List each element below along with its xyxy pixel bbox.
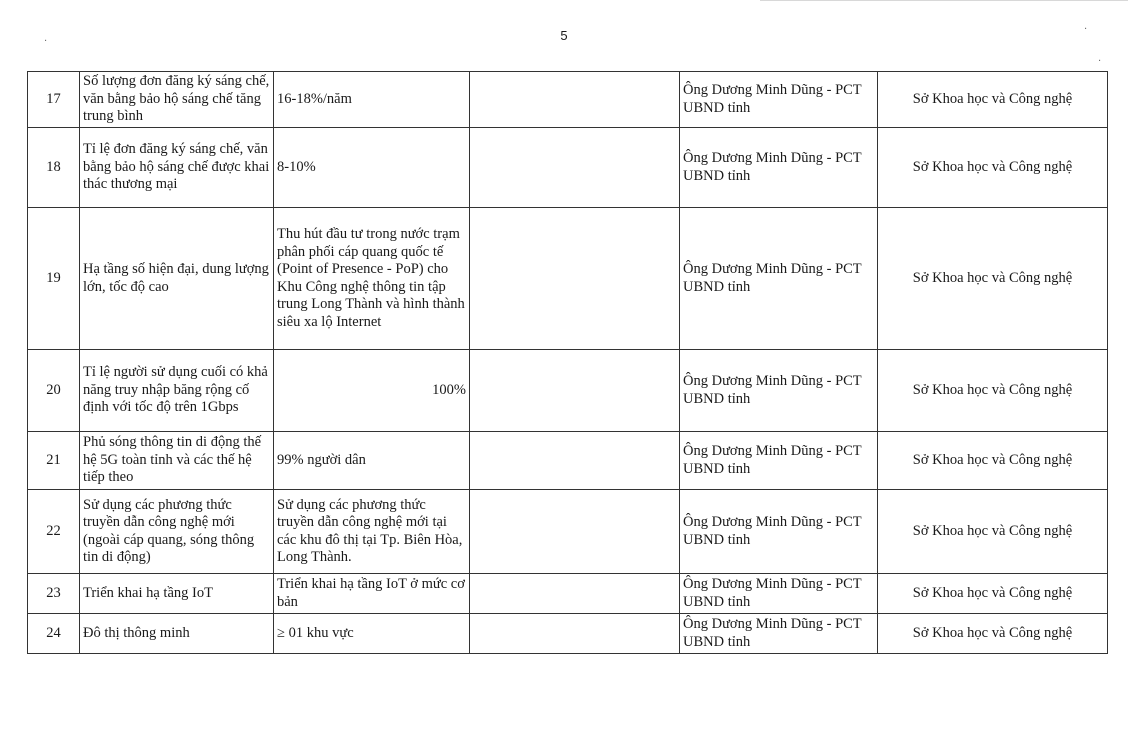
owner-cell: Ông Dương Minh Dũng - PCT UBND tỉnh: [680, 614, 878, 654]
unit-cell: Sở Khoa học và Công nghệ: [878, 350, 1108, 432]
indicator-cell: Hạ tầng số hiện đại, dung lượng lớn, tốc độ cao: [80, 208, 274, 350]
table-row: [28, 490, 1108, 574]
indicator-cell: Số lượng đơn đăng ký sáng chế, văn bằng bảo hộ sáng chế tăng trung bình: [80, 72, 274, 128]
table-row: [28, 614, 1108, 654]
indicator-cell: Triển khai hạ tầng IoT: [80, 574, 274, 614]
target-cell: 100%: [274, 350, 470, 432]
row-number: 24: [28, 614, 80, 654]
scan-speck: ·: [1098, 56, 1102, 67]
top-edge-rule: [760, 0, 1128, 1]
target-cell: Sử dụng các phương thức truyền dẫn công nghệ mới tại các khu đô thị tại Tp. Biên Hòa, Long Thành.: [274, 490, 470, 574]
owner-cell: Ông Dương Minh Dũng - PCT UBND tỉnh: [680, 490, 878, 574]
row-number: 18: [28, 128, 80, 208]
scan-speck: ·: [44, 36, 48, 47]
table-row: [28, 350, 1108, 432]
unit-cell: Sở Khoa học và Công nghệ: [878, 614, 1108, 654]
indicator-cell: Sử dụng các phương thức truyền dẫn công nghệ mới (ngoài cáp quang, sóng thông tin di động): [80, 490, 274, 574]
note-cell: [470, 128, 680, 208]
table-row: [28, 128, 1108, 208]
row-number: 23: [28, 574, 80, 614]
row-number: 21: [28, 432, 80, 490]
row-number: 22: [28, 490, 80, 574]
unit-cell: Sở Khoa học và Công nghệ: [878, 574, 1108, 614]
owner-cell: Ông Dương Minh Dũng - PCT UBND tỉnh: [680, 574, 878, 614]
target-cell: 99% người dân: [274, 432, 470, 490]
table-row: [28, 208, 1108, 350]
indicators-table: [27, 71, 1108, 654]
note-cell: [470, 574, 680, 614]
target-cell: 8-10%: [274, 128, 470, 208]
note-cell: [470, 72, 680, 128]
page-number: 5: [560, 28, 568, 43]
note-cell: [470, 614, 680, 654]
target-cell: 16-18%/năm: [274, 72, 470, 128]
owner-cell: Ông Dương Minh Dũng - PCT UBND tỉnh: [680, 350, 878, 432]
table-row: [28, 72, 1108, 128]
scan-speck: ·: [1084, 24, 1088, 35]
note-cell: [470, 490, 680, 574]
target-cell: ≥ 01 khu vực: [274, 614, 470, 654]
owner-cell: Ông Dương Minh Dũng - PCT UBND tỉnh: [680, 72, 878, 128]
row-number: 20: [28, 350, 80, 432]
row-number: 17: [28, 72, 80, 128]
indicator-cell: Đô thị thông minh: [80, 614, 274, 654]
target-cell: Triển khai hạ tầng IoT ở mức cơ bản: [274, 574, 470, 614]
row-number: 19: [28, 208, 80, 350]
owner-cell: Ông Dương Minh Dũng - PCT UBND tỉnh: [680, 208, 878, 350]
note-cell: [470, 432, 680, 490]
note-cell: [470, 208, 680, 350]
indicator-cell: Tỉ lệ người sử dụng cuối có khả năng truy nhập băng rộng cố định với tốc độ trên 1Gbps: [80, 350, 274, 432]
unit-cell: Sở Khoa học và Công nghệ: [878, 432, 1108, 490]
target-cell: Thu hút đầu tư trong nước trạm phân phối cáp quang quốc tế (Point of Presence - PoP) cho Khu Công nghệ thông tin tập trung Long Thành và hình thành siêu xa lộ Internet: [274, 208, 470, 350]
unit-cell: Sở Khoa học và Công nghệ: [878, 490, 1108, 574]
indicator-cell: Phủ sóng thông tin di động thế hệ 5G toàn tỉnh và các thế hệ tiếp theo: [80, 432, 274, 490]
table-row: [28, 574, 1108, 614]
unit-cell: Sở Khoa học và Công nghệ: [878, 72, 1108, 128]
owner-cell: Ông Dương Minh Dũng - PCT UBND tỉnh: [680, 432, 878, 490]
owner-cell: Ông Dương Minh Dũng - PCT UBND tỉnh: [680, 128, 878, 208]
table-row: [28, 432, 1108, 490]
unit-cell: Sở Khoa học và Công nghệ: [878, 208, 1108, 350]
note-cell: [470, 350, 680, 432]
indicator-cell: Tỉ lệ đơn đăng ký sáng chế, văn bằng bảo hộ sáng chế được khai thác thương mại: [80, 128, 274, 208]
unit-cell: Sở Khoa học và Công nghệ: [878, 128, 1108, 208]
